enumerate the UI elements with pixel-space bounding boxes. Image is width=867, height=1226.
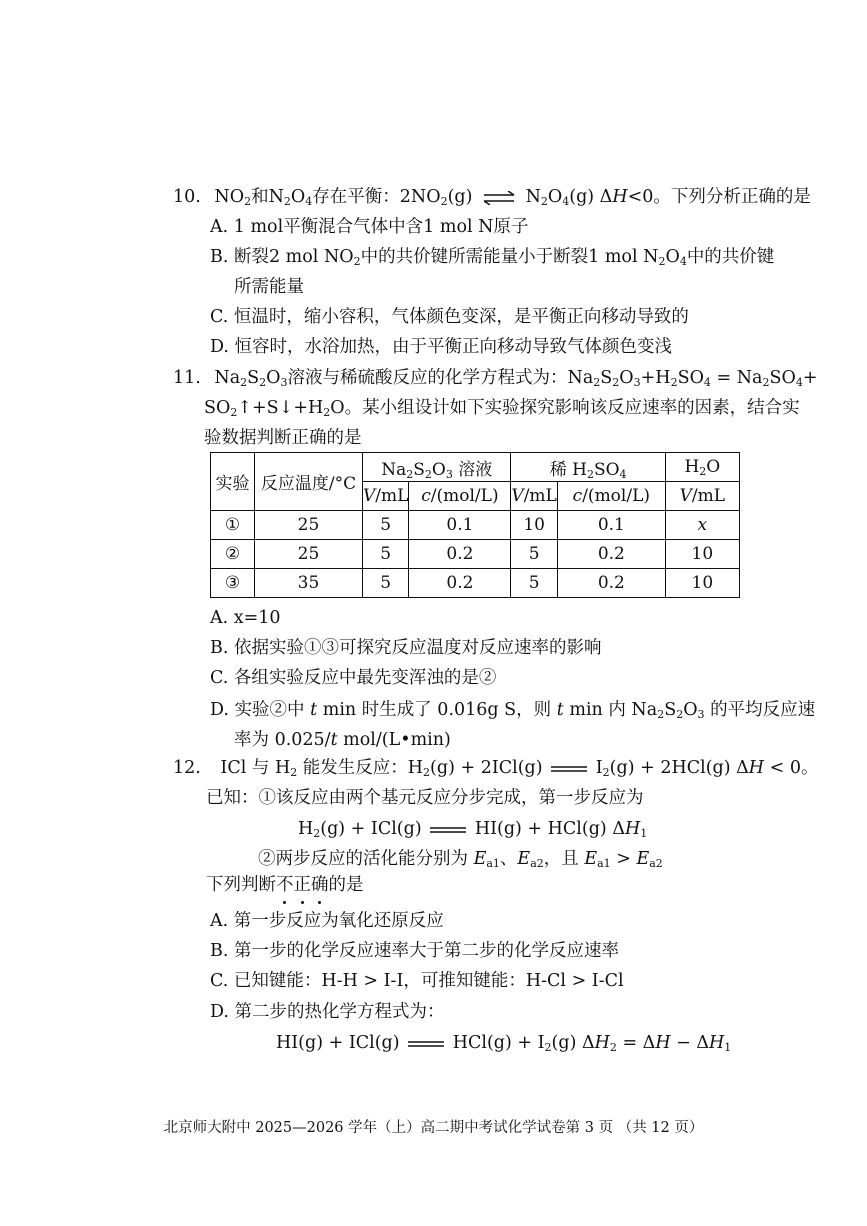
table-row — [211, 540, 740, 569]
text: 2 — [609, 1041, 617, 1054]
q11-option-d: D. 实验②中 t min 时生成了 0.016g S，则 t min 内 $Na_2S_2O_3$ 的平均反应速 — [210, 700, 816, 721]
text: SO — [204, 398, 231, 418]
text: O — [431, 459, 446, 480]
q11-stem-line1: 11. $Na_2S_2O_3$溶液与稀硫酸反应的化学方程式为：$Na_2S_2O_3+H_2SO_4 = Na_2SO_4+$ — [173, 368, 818, 389]
text: H — [748, 758, 765, 778]
text: 稀 H — [549, 459, 587, 480]
q10-option-d: D. 恒容时，水浴加热，由于平衡正向移动导致气体颜色变浅 — [210, 337, 673, 357]
text: /(mol/L) — [582, 486, 651, 506]
text: H — [594, 1033, 610, 1053]
text: <0。下列分析正确的是 — [627, 187, 811, 207]
table-cell: 10 — [511, 511, 557, 540]
text: a1 — [597, 857, 611, 870]
text: − Δ — [670, 1033, 710, 1053]
text: ，且 — [543, 849, 585, 869]
page-footer: 北京师大附中 2025—2026 学年（上）高二期中考试化学试卷第 3 页 （共 12 页） — [163, 1120, 704, 1136]
text: O — [706, 457, 721, 477]
q11-option-c: C. 各组实验反应中最先变浑浊的是② — [210, 668, 497, 688]
q12-stem-line5 — [206, 874, 364, 896]
text: E — [584, 849, 598, 869]
text: ②两步反应的活化能分别为 — [258, 849, 474, 869]
q12-stem-line2: 已知：①该反应由两个基元反应分步完成，第一步反应为 — [206, 788, 644, 808]
table-cell: ① — [211, 511, 255, 540]
text: Na — [381, 459, 407, 480]
table-row — [211, 569, 740, 598]
text: O — [290, 187, 306, 207]
text: H — [709, 1033, 725, 1053]
text: t — [310, 700, 318, 720]
text: D. 实验②中 — [210, 700, 311, 720]
text: (g) + ICl(g) — [320, 819, 422, 839]
q12-stem-line1: 12. ICl 与 $H_2$ 能发生反应：$H_2(g) + 2ICl(g) I_2(g) + 2HCl(g) \Delta H < 0$。 — [173, 758, 819, 779]
text: N — [525, 187, 541, 207]
text: V — [679, 486, 692, 506]
subheader-volume — [665, 482, 739, 511]
table-cell — [665, 511, 739, 540]
q12-step2-equation: HI(g) + ICl(g) $HCl(g) + I_2(g) \Delta H_2 = \Delta H - \Delta H_1$ — [276, 1033, 732, 1054]
experiment-table — [210, 452, 740, 598]
text: 下列判断 — [206, 875, 276, 895]
table-cell: 0.2 — [557, 540, 665, 569]
text: a1 — [486, 857, 500, 870]
text: 溶液与稀硫酸反应的化学方程式为：Na — [287, 368, 594, 388]
text: 1 — [724, 1041, 732, 1054]
text: c — [572, 486, 583, 506]
text: E — [473, 849, 487, 869]
q10-option-a: A. 1 mol平衡混合气体中含1 mol N原子 — [210, 217, 529, 237]
text: 中的共价键所需能量小于断裂1 mol N — [360, 247, 659, 267]
text: min 时生成了 0.016g S，则 — [317, 700, 557, 720]
text: (g) Δ — [551, 1033, 595, 1053]
header-water: $H_2O$ — [665, 453, 739, 482]
text: < 0。 — [764, 758, 819, 778]
table-cell: 10 — [665, 569, 739, 598]
text: O — [266, 368, 281, 388]
text: mol/(L•min) — [337, 730, 451, 750]
text: a2 — [649, 857, 663, 870]
text: /mL — [691, 486, 726, 506]
reaction-equals-icon — [407, 1039, 445, 1049]
text: O — [665, 247, 680, 267]
table-cell: 0.1 — [557, 511, 665, 540]
text: S — [600, 368, 613, 388]
text: S — [664, 700, 677, 720]
text: (g) Δ — [569, 187, 613, 207]
subheader-volume — [511, 482, 557, 511]
reaction-equals-icon — [550, 764, 588, 774]
header-h2so4: 稀 $H_2SO_4$ — [511, 453, 665, 482]
question-number: 12. — [173, 758, 201, 778]
text: +H — [640, 368, 671, 388]
table-cell: 5 — [363, 569, 409, 598]
table-cell: 0.2 — [557, 569, 665, 598]
q10-option-b: B. 断裂2 mol $NO_2$中的共价键所需能量小于断裂1 mol $N_2O_4$中的共价键 — [210, 247, 775, 268]
text: HI(g) + HCl(g) Δ — [474, 819, 625, 839]
table-cell: 5 — [363, 511, 409, 540]
table-row — [211, 511, 740, 540]
equilibrium-arrow-icon — [482, 191, 516, 205]
table-cell: 0.1 — [409, 511, 511, 540]
text: V — [511, 486, 524, 506]
text: HCl(g) + I — [452, 1033, 545, 1053]
text: 能发生反应：H — [297, 758, 424, 778]
text: H — [684, 457, 700, 477]
text: 中的共价键 — [686, 247, 775, 267]
text: 率为 0.025/ — [234, 730, 331, 750]
text: E — [636, 849, 650, 869]
text: /(mol/L) — [430, 486, 499, 506]
subheader-concentration — [409, 482, 511, 511]
text: O — [683, 700, 698, 720]
text: 和N — [251, 187, 284, 207]
table-cell: 25 — [255, 540, 363, 569]
table-cell: 35 — [255, 569, 363, 598]
q11-option-a: A. x=10 — [210, 608, 281, 628]
q11-stem-line3: 验数据判断正确的是 — [204, 428, 362, 448]
text: H — [612, 187, 628, 207]
text: = Δ — [616, 1033, 656, 1053]
text: = Na — [710, 368, 763, 388]
text: H — [624, 819, 641, 839]
text: c — [421, 486, 431, 506]
q11-option-d-cont — [234, 729, 451, 751]
table-cell: 5 — [511, 540, 557, 569]
text: (g) + 2HCl(g) Δ — [609, 758, 749, 778]
header-temperature: 反应温度/°C — [255, 453, 363, 511]
text: I — [595, 758, 603, 778]
text: HI(g) + ICl(g) — [276, 1033, 400, 1053]
reaction-equals-icon — [429, 825, 467, 835]
text: min 内 Na — [563, 700, 658, 720]
text: H — [655, 1033, 671, 1053]
header-experiment: 实验 — [211, 453, 255, 511]
text: /mL — [375, 486, 409, 506]
text: SO — [593, 459, 620, 480]
emphasis-text: 不 — [276, 875, 294, 895]
text: + — [802, 368, 818, 388]
text: 的是 — [328, 875, 364, 895]
text: E — [517, 849, 531, 869]
emphasis-text: 确 — [311, 875, 329, 895]
text: /mL — [523, 486, 557, 506]
table-cell: 0.2 — [409, 569, 511, 598]
text: (g) + 2ICl(g) — [430, 758, 543, 778]
text: H — [298, 819, 314, 839]
text: V — [363, 486, 376, 506]
text: t — [556, 700, 564, 720]
text: B. 断裂2 mol NO — [210, 247, 354, 267]
text: S — [413, 459, 425, 480]
q12-option-d: D. 第二步的热化学方程式为： — [210, 1002, 445, 1022]
text: 的平均反应速 — [704, 700, 816, 720]
text: a2 — [530, 857, 544, 870]
text: t — [330, 730, 338, 750]
q12-option-b: B. 第一步的化学反应速率大于第二步的化学反应速率 — [210, 941, 619, 961]
emphasis-text: 正 — [293, 875, 311, 895]
text: O — [547, 187, 563, 207]
question-number: 11. — [173, 368, 201, 388]
q12-step1-equation: $H_2(g) + ICl(g) HI(g) + HCl(g)$ $\Delta H_1$ — [298, 819, 648, 840]
text: ↑+S↓+H — [237, 398, 324, 418]
text: 、 — [499, 849, 518, 869]
table-cell: 5 — [363, 540, 409, 569]
q12-stem-line4 — [258, 848, 663, 870]
text: (g) — [447, 187, 473, 207]
text: ICl 与 H — [220, 758, 291, 778]
q12-option-a: A. 第一步反应为氧化还原反应 — [210, 911, 444, 931]
text: SO — [769, 368, 796, 388]
header-na2s2o3: $Na_2S_2O_3$ 溶液 — [363, 453, 511, 482]
q10-stem: 10. $NO_2$和$N_2O_4$存在平衡：$2NO_2(g)$ $N_2O_4(g)$ ΔH<0。下列分析正确的是 — [173, 187, 811, 208]
q11-stem-line2: $SO_2↑+S↓+H_2O$。某小组设计如下实验探究影响该反应速率的因素，结合实 — [204, 398, 800, 419]
text: O — [619, 368, 634, 388]
table-cell: ③ — [211, 569, 255, 598]
subheader-volume — [363, 482, 409, 511]
subheader-concentration — [557, 482, 665, 511]
q12-option-c: C. 已知键能：H-H > I-I，可推知键能：H-Cl > I-Cl — [210, 971, 624, 991]
q11-option-b: B. 依据实验①③可探究反应温度对反应速率的影响 — [210, 638, 602, 658]
table-cell: ② — [211, 540, 255, 569]
text: Na — [214, 368, 241, 388]
table-cell: 10 — [665, 540, 739, 569]
q10-option-b-cont: 所需能量 — [234, 277, 304, 297]
text: S — [247, 368, 260, 388]
text: 溶液 — [452, 459, 493, 480]
question-number: 10. — [173, 187, 201, 207]
table-cell: 0.2 — [409, 540, 511, 569]
text: NO — [214, 187, 245, 207]
text: SO — [677, 368, 704, 388]
text: 存在平衡：2NO — [312, 187, 441, 207]
text: O。某小组设计如下实验探究影响该反应速率的因素，结合实 — [330, 398, 800, 418]
text: 1 — [640, 827, 648, 840]
text: x — [697, 515, 708, 535]
table-cell: 5 — [511, 569, 557, 598]
text: > — [610, 849, 637, 869]
table-cell: 25 — [255, 511, 363, 540]
q10-option-c: C. 恒温时，缩小容积，气体颜色变深，是平衡正向移动导致的 — [210, 307, 689, 327]
